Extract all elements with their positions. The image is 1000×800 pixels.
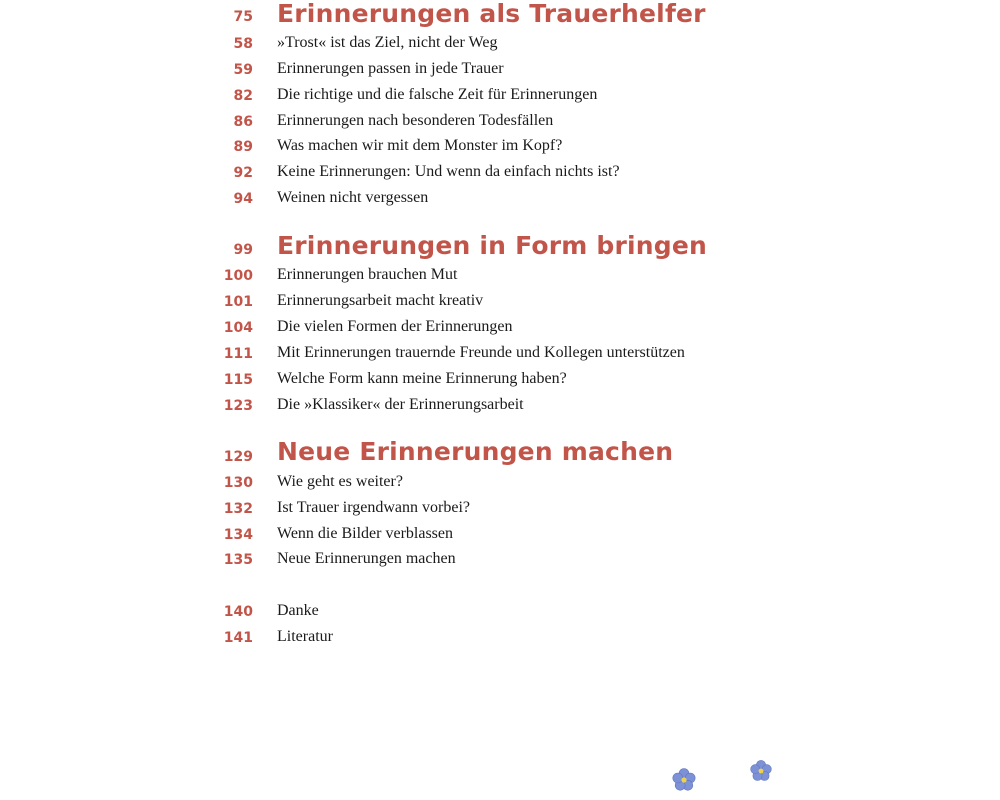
toc-entry: Mit Erinnerungen trauernde Freunde und Kollegen unterstützen bbox=[277, 344, 685, 361]
entry-page-number: 82 bbox=[233, 88, 253, 104]
section-page-number: 75 bbox=[233, 9, 253, 25]
toc-entry: Wenn die Bilder verblassen bbox=[277, 525, 453, 542]
section-page-number: 99 bbox=[233, 242, 253, 258]
entry-page-number: 141 bbox=[223, 630, 253, 646]
entry-page-number: 140 bbox=[223, 604, 253, 620]
entry-page-number: 134 bbox=[223, 527, 253, 543]
entry-page-number: 58 bbox=[233, 36, 253, 52]
entry-page-number: 92 bbox=[233, 165, 253, 181]
toc-entry: »Trost« ist das Ziel, nicht der Weg bbox=[277, 34, 498, 51]
toc-entry: Erinnerungen brauchen Mut bbox=[277, 266, 458, 283]
entry-page-number: 115 bbox=[223, 372, 253, 388]
entry-page-number: 100 bbox=[223, 268, 253, 284]
toc-entry: Wie geht es weiter? bbox=[277, 473, 403, 490]
toc-entry: Erinnerungsarbeit macht kreativ bbox=[277, 292, 484, 309]
entry-page-number: 132 bbox=[223, 501, 253, 517]
section-heading: Erinnerungen in Form bringen bbox=[277, 231, 708, 260]
section-heading: Neue Erinnerungen machen bbox=[277, 437, 674, 466]
toc-entry: Weinen nicht vergessen bbox=[277, 189, 429, 206]
forget-me-not-flower-icon bbox=[749, 759, 773, 783]
toc-entry: Erinnerungen nach besonderen Todesfällen bbox=[277, 112, 554, 129]
entry-page-number: 59 bbox=[233, 62, 253, 78]
toc-entry: Was machen wir mit dem Monster im Kopf? bbox=[277, 137, 563, 154]
section-heading: Erinnerungen als Trauerhelfer bbox=[277, 0, 706, 28]
entry-page-number: 135 bbox=[223, 552, 253, 568]
toc-entry: Keine Erinnerungen: Und wenn da einfach nichts ist? bbox=[277, 163, 620, 180]
entry-page-number: 89 bbox=[233, 139, 253, 155]
entry-page-number: 94 bbox=[233, 191, 253, 207]
entry-page-number: 101 bbox=[223, 294, 253, 310]
toc-entry: Die »Klassiker« der Erinnerungsarbeit bbox=[277, 396, 524, 413]
entry-page-number: 123 bbox=[223, 398, 253, 414]
toc-entry: Ist Trauer irgendwann vorbei? bbox=[277, 499, 470, 516]
toc-entry: Die vielen Formen der Erinnerungen bbox=[277, 318, 513, 335]
toc-entry: Welche Form kann meine Erinnerung haben? bbox=[277, 370, 567, 387]
toc-entry: Danke bbox=[277, 602, 319, 619]
toc-entry: Die richtige und die falsche Zeit für Erinnerungen bbox=[277, 86, 598, 103]
forget-me-not-flower-icon bbox=[671, 767, 697, 793]
entry-page-number: 111 bbox=[223, 346, 253, 362]
toc-entry: Neue Erinnerungen machen bbox=[277, 550, 456, 567]
entry-page-number: 104 bbox=[223, 320, 253, 336]
entry-page-number: 130 bbox=[223, 475, 253, 491]
toc-entry: Erinnerungen passen in jede Trauer bbox=[277, 60, 504, 77]
entry-page-number: 86 bbox=[233, 114, 253, 130]
section-page-number: 129 bbox=[223, 449, 253, 465]
toc-entry: Literatur bbox=[277, 628, 333, 645]
